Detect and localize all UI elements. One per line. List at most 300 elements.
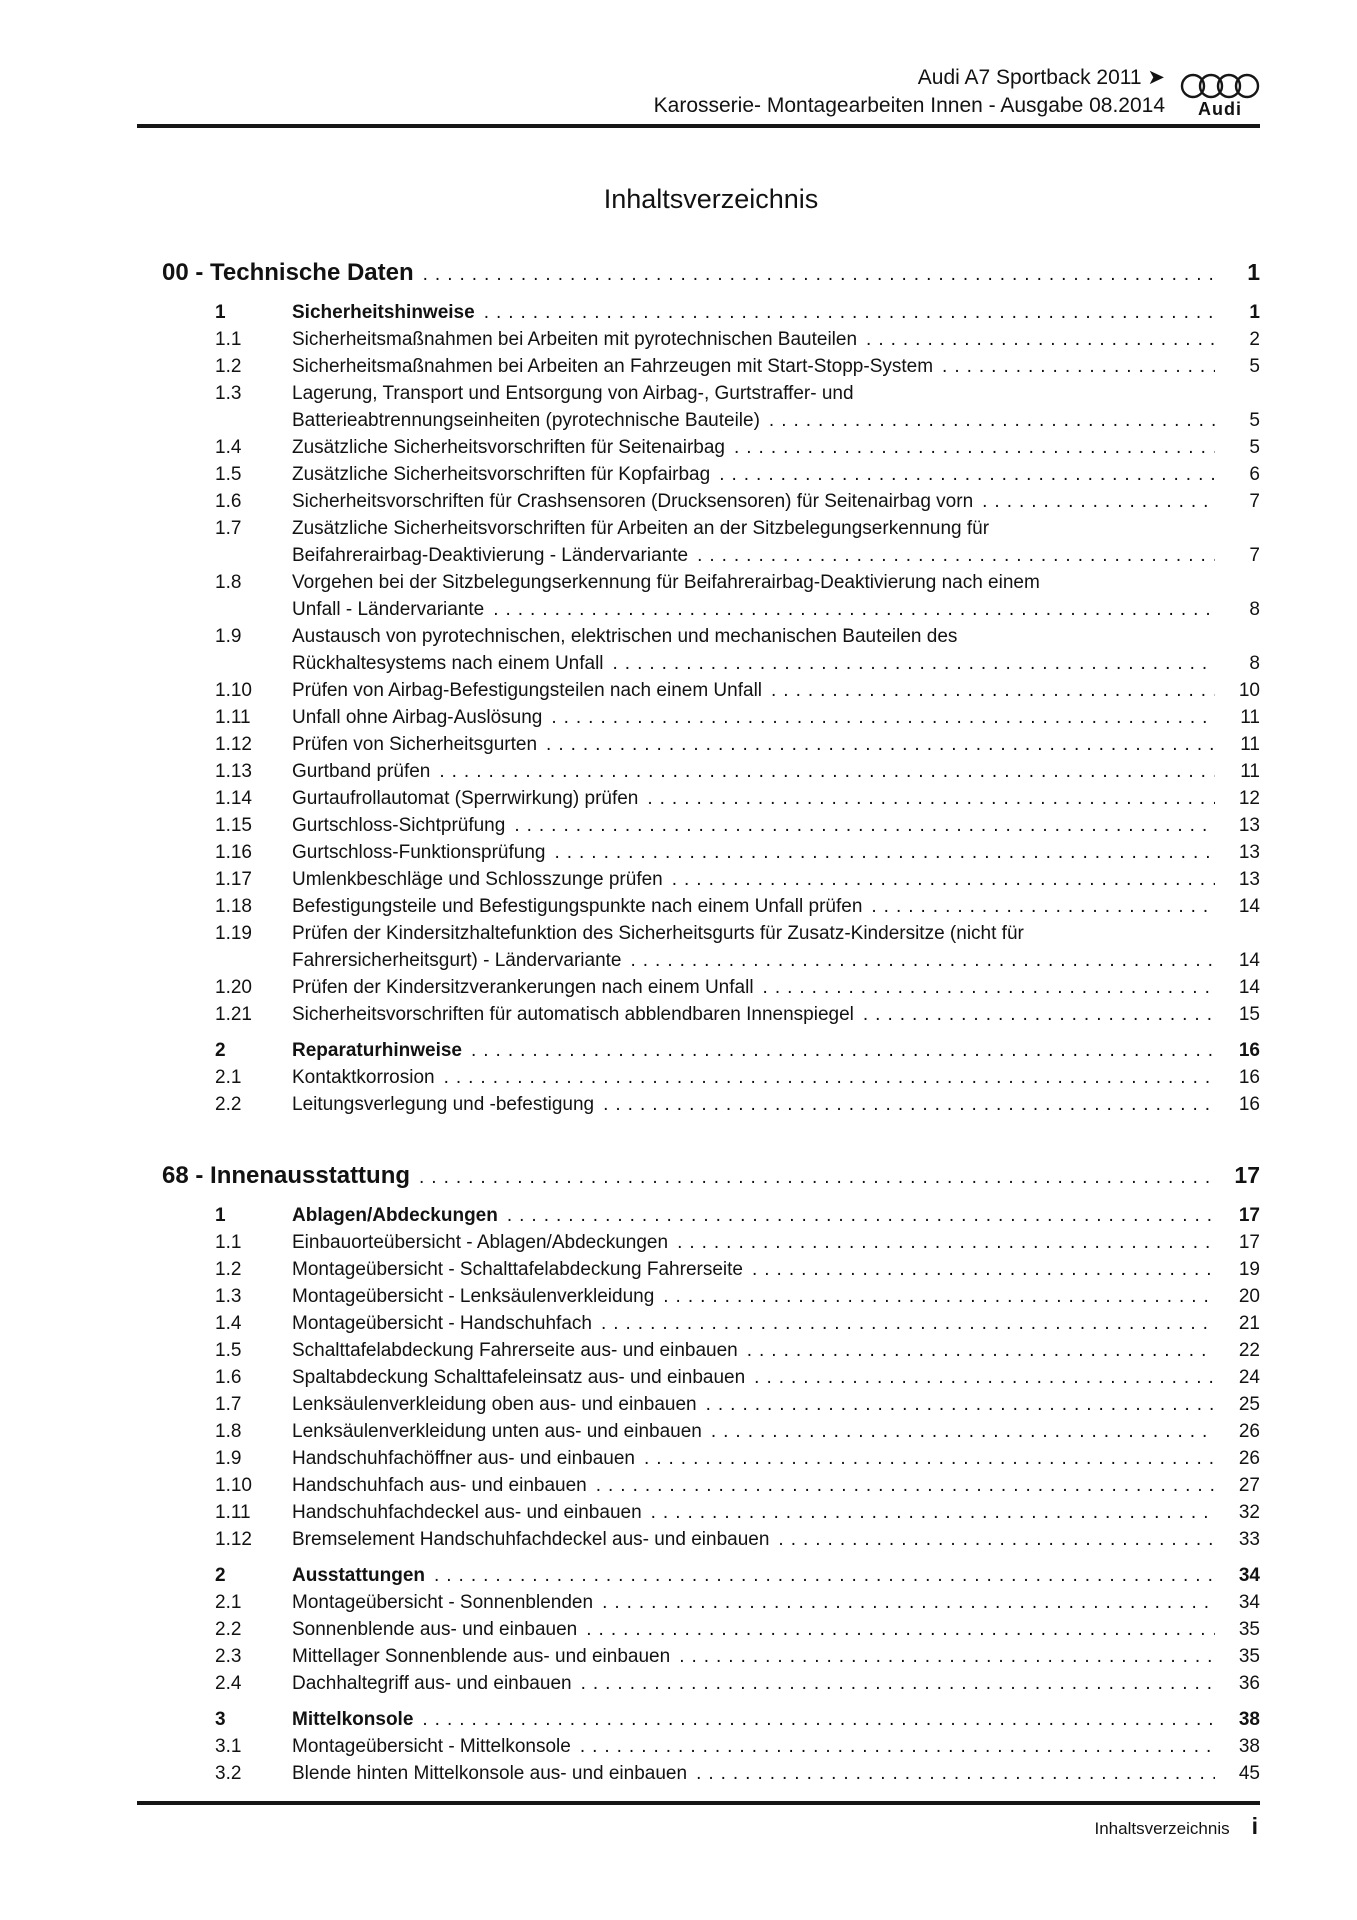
dot-leader — [475, 299, 1215, 326]
toc-entry — [162, 1001, 1260, 1028]
entry-number: 1.11 — [215, 707, 251, 728]
entry-last-line — [292, 434, 1260, 461]
entry-last-line — [292, 839, 1260, 866]
entry-number: 2.3 — [215, 1646, 242, 1667]
entry-body — [292, 1037, 1260, 1064]
footer-rule — [137, 1801, 1260, 1805]
entry-body — [292, 974, 1260, 1001]
dot-leader — [572, 1670, 1215, 1697]
toc-entry — [162, 839, 1260, 866]
entry-title: Dachhaltegriff aus- und einbauen — [292, 1673, 572, 1694]
footer-page-number: i — [1251, 1813, 1258, 1839]
entry-last-line — [292, 1616, 1260, 1643]
entry-page-number: 5 — [1249, 410, 1260, 431]
entry-last-line — [292, 758, 1260, 785]
toc-entry — [162, 812, 1260, 839]
entry-body — [292, 1256, 1260, 1283]
dot-leader — [484, 596, 1215, 623]
dot-leader — [571, 1733, 1215, 1760]
dot-leader — [762, 677, 1215, 704]
entry-page-number: 27 — [1238, 1475, 1260, 1496]
entry-number: 3.1 — [215, 1736, 242, 1757]
dot-leader — [462, 1037, 1215, 1064]
toc-entry — [162, 677, 1260, 704]
entry-title: Zusätzliche Sicherheitsvorschriften für Kopfairbag — [292, 464, 711, 485]
entry-last-line — [292, 650, 1260, 677]
entry-number: 2 — [215, 1565, 226, 1586]
entry-title: Gurtaufrollautomat (Sperrwirkung) prüfen — [292, 788, 639, 809]
toc-entry — [162, 1562, 1260, 1589]
toc-entry — [162, 893, 1260, 920]
entry-number: 1 — [215, 1205, 226, 1226]
entry-page-number: 17 — [1238, 1232, 1260, 1253]
dot-leader — [769, 1526, 1215, 1553]
entry-page-number: 17 — [1238, 1205, 1260, 1226]
page-title: Inhaltsverzeichnis — [603, 184, 819, 214]
toc-entry — [162, 488, 1260, 515]
entry-body — [292, 1091, 1260, 1118]
entry-last-line — [292, 1229, 1260, 1256]
entry-last-line — [292, 1256, 1260, 1283]
entry-title: Sicherheitsmaßnahmen bei Arbeiten mit pyrotechnischen Bauteilen — [292, 329, 858, 350]
toc-entry — [162, 1670, 1260, 1697]
entry-title: Blende hinten Mittelkonsole aus- und einbauen — [292, 1763, 688, 1784]
entry-last-line — [292, 326, 1260, 353]
toc-entry — [162, 1391, 1260, 1418]
chapter-row — [162, 1160, 1260, 1193]
entry-last-line — [292, 785, 1260, 812]
entry-number: 1.18 — [215, 896, 252, 917]
entry-body — [292, 1391, 1260, 1418]
entry-title: Kontaktkorrosion — [292, 1067, 435, 1088]
entry-last-line — [292, 407, 1260, 434]
entry-page-number: 11 — [1240, 707, 1260, 728]
entry-number: 1.9 — [215, 626, 242, 647]
toc-chapter — [162, 1160, 1260, 1787]
audi-logo — [1180, 73, 1260, 120]
dot-leader — [545, 839, 1215, 866]
entry-title: Reparaturhinweise — [292, 1040, 462, 1061]
entry-title: Lenksäulenverkleidung unten aus- und einbauen — [292, 1421, 702, 1442]
toc-entry — [162, 866, 1260, 893]
entry-title-line: Prüfen der Kindersitzhaltefunktion des Sicherheitsgurts für Zusatz-Kindersitze (nicht für — [292, 923, 1024, 944]
entry-last-line — [292, 1499, 1260, 1526]
entry-body — [292, 1337, 1260, 1364]
toc-entry — [162, 380, 1260, 434]
entry-title: Spaltabdeckung Schalttafeleinsatz aus- und einbauen — [292, 1367, 746, 1388]
chapter-title: 68 - Innenausstattung — [162, 1162, 411, 1189]
entry-title: Sicherheitsmaßnahmen bei Arbeiten an Fahrzeugen mit Start-Stopp-System — [292, 356, 934, 377]
entry-body — [292, 434, 1260, 461]
dot-leader — [857, 326, 1215, 353]
header-title-line: Audi A7 Sportback 2011 ➤ — [917, 66, 1165, 89]
entry-title: Unfall - Ländervariante — [292, 599, 485, 620]
entry-page-number: 14 — [1238, 977, 1260, 998]
dot-leader — [754, 974, 1215, 1001]
entry-title: Unfall ohne Airbag-Auslösung — [292, 707, 543, 728]
toc-entry — [162, 1202, 1260, 1229]
toc-entry — [162, 623, 1260, 677]
entry-body — [292, 1526, 1260, 1553]
entry-last-line — [292, 1760, 1260, 1787]
entry-page-number: 26 — [1238, 1421, 1260, 1442]
entry-title-line: Austausch von pyrotechnischen, elektrischen und mechanischen Bauteilen des — [292, 626, 958, 647]
toc-entry — [162, 1037, 1260, 1064]
entry-page-number: 6 — [1249, 464, 1260, 485]
entry-page-number: 34 — [1238, 1592, 1260, 1613]
entry-number: 3.2 — [215, 1763, 242, 1784]
table-of-contents — [162, 257, 1260, 1787]
dot-leader — [654, 1283, 1215, 1310]
entry-body — [292, 1445, 1260, 1472]
toc-entry — [162, 1526, 1260, 1553]
entry-last-line — [292, 1733, 1260, 1760]
entry-title: Handschuhfachöffner aus- und einbauen — [292, 1448, 635, 1469]
toc-entry — [162, 1418, 1260, 1445]
toc-entry — [162, 1091, 1260, 1118]
toc-entry — [162, 731, 1260, 758]
dot-leader — [435, 1064, 1215, 1091]
entry-body — [292, 1760, 1260, 1787]
entry-title: Beifahrerairbag-Deaktivierung - Ländervariante — [292, 545, 689, 566]
toc-entry — [162, 704, 1260, 731]
entry-last-line — [292, 542, 1260, 569]
toc-chapter — [162, 257, 1260, 1118]
dot-leader — [745, 1364, 1215, 1391]
entry-number: 1.4 — [215, 437, 242, 458]
entry-number: 1.20 — [215, 977, 252, 998]
entry-body — [292, 1064, 1260, 1091]
entry-title: Zusätzliche Sicherheitsvorschriften für Seitenairbag — [292, 437, 725, 458]
entry-number: 1.3 — [215, 383, 242, 404]
entry-page-number: 19 — [1238, 1259, 1260, 1280]
entry-title: Bremselement Handschuhfachdeckel aus- und einbauen — [292, 1529, 770, 1550]
dot-leader — [413, 1706, 1215, 1733]
dot-leader — [760, 407, 1215, 434]
entry-last-line — [292, 1337, 1260, 1364]
entry-page-number: 10 — [1238, 680, 1260, 701]
entry-page-number: 12 — [1238, 788, 1260, 809]
toc-entry — [162, 974, 1260, 1001]
dot-leader — [670, 1643, 1215, 1670]
toc-entry — [162, 758, 1260, 785]
entry-last-line — [292, 299, 1260, 326]
dot-leader — [635, 1445, 1215, 1472]
entry-title: Gurtschloss-Sichtprüfung — [292, 815, 506, 836]
entry-page-number: 21 — [1238, 1313, 1260, 1334]
entry-number: 1.8 — [215, 1421, 242, 1442]
entry-title: Montageübersicht - Mittelkonsole — [292, 1736, 571, 1757]
dot-leader — [687, 1760, 1215, 1787]
entry-last-line — [292, 812, 1260, 839]
entry-body — [292, 1472, 1260, 1499]
entry-body — [292, 866, 1260, 893]
toc-entry — [162, 1760, 1260, 1787]
toc-entry — [162, 1064, 1260, 1091]
entry-body — [292, 1418, 1260, 1445]
entry-page-number: 32 — [1238, 1502, 1260, 1523]
entry-number: 1.1 — [215, 329, 242, 350]
toc-entry — [162, 1445, 1260, 1472]
header-subtitle-line: Karosserie- Montagearbeiten Innen - Ausgabe 08.2014 — [653, 94, 1165, 117]
toc-entry — [162, 434, 1260, 461]
entry-last-line — [292, 731, 1260, 758]
entry-number: 1.9 — [215, 1448, 242, 1469]
dot-leader — [414, 259, 1213, 290]
entry-body — [292, 1364, 1260, 1391]
dot-leader — [410, 1162, 1213, 1193]
toc-entry — [162, 785, 1260, 812]
toc-entry — [162, 1229, 1260, 1256]
entry-body — [292, 1616, 1260, 1643]
entry-page-number: 25 — [1238, 1394, 1260, 1415]
entry-body — [292, 1706, 1260, 1733]
entry-page-number: 14 — [1238, 950, 1260, 971]
dot-leader — [710, 461, 1215, 488]
entry-page-number: 2 — [1249, 329, 1260, 350]
chapter-page-number: 17 — [1234, 1162, 1260, 1188]
entry-last-line — [292, 1706, 1260, 1733]
entry-body — [292, 893, 1260, 920]
entry-body — [292, 1202, 1260, 1229]
entry-page-number: 13 — [1238, 842, 1260, 863]
entry-body — [292, 1733, 1260, 1760]
entry-page-number: 7 — [1249, 545, 1260, 566]
entry-page-number: 11 — [1240, 761, 1260, 782]
entry-last-line — [292, 704, 1260, 731]
entry-title-line: Zusätzliche Sicherheitsvorschriften für Arbeiten an der Sitzbelegungserkennung für — [292, 518, 990, 539]
entry-page-number: 26 — [1238, 1448, 1260, 1469]
toc-entry — [162, 1589, 1260, 1616]
entry-page-number: 15 — [1238, 1004, 1260, 1025]
entry-body — [292, 299, 1260, 326]
toc-entry — [162, 326, 1260, 353]
entry-last-line — [292, 1091, 1260, 1118]
entry-number: 1.1 — [215, 1232, 242, 1253]
entry-body — [292, 1283, 1260, 1310]
entry-page-number: 8 — [1249, 599, 1260, 620]
toc-entry — [162, 1733, 1260, 1760]
page-footer — [1094, 1815, 1258, 1839]
entry-page-number: 13 — [1238, 815, 1260, 836]
entry-number: 1.12 — [215, 734, 252, 755]
dot-leader — [505, 812, 1215, 839]
entry-body — [292, 1499, 1260, 1526]
chapter-entries — [162, 1202, 1260, 1787]
entry-last-line — [292, 1064, 1260, 1091]
entry-page-number: 13 — [1238, 869, 1260, 890]
entry-title: Sonnenblende aus- und einbauen — [292, 1619, 578, 1640]
entry-page-number: 14 — [1238, 896, 1260, 917]
entry-last-line — [292, 1589, 1260, 1616]
entry-number: 1.15 — [215, 815, 252, 836]
dot-leader — [537, 731, 1215, 758]
entry-title: Handschuhfachdeckel aus- und einbauen — [292, 1502, 642, 1523]
entry-number: 1.11 — [215, 1502, 251, 1523]
entry-title: Montageübersicht - Handschuhfach — [292, 1313, 592, 1334]
entry-number: 1.6 — [215, 491, 242, 512]
page-header — [0, 0, 1357, 120]
entry-number: 2.2 — [215, 1094, 242, 1115]
entry-number: 1 — [215, 302, 226, 323]
audi-wordmark: Audi — [1198, 99, 1242, 119]
entry-page-number: 45 — [1238, 1763, 1260, 1784]
entry-title: Lenksäulenverkleidung oben aus- und einbauen — [292, 1394, 697, 1415]
entry-last-line — [292, 974, 1260, 1001]
entry-title: Schalttafelabdeckung Fahrerseite aus- und einbauen — [292, 1340, 738, 1361]
entry-title: Montageübersicht - Sonnenblenden — [292, 1592, 594, 1613]
entry-body — [292, 1310, 1260, 1337]
entry-last-line — [292, 461, 1260, 488]
dot-leader — [862, 893, 1215, 920]
entry-number: 1.17 — [215, 869, 252, 890]
entry-number: 1.10 — [215, 680, 252, 701]
entry-body — [292, 569, 1260, 623]
entry-body — [292, 758, 1260, 785]
header-rule — [137, 124, 1260, 128]
entry-body — [292, 1562, 1260, 1589]
dot-leader — [587, 1472, 1215, 1499]
header-text — [654, 64, 1165, 120]
entry-last-line — [292, 893, 1260, 920]
entry-number: 1.3 — [215, 1286, 242, 1307]
entry-page-number: 24 — [1238, 1367, 1260, 1388]
entry-page-number: 22 — [1238, 1340, 1260, 1361]
entry-body — [292, 380, 1260, 434]
entry-last-line — [292, 1202, 1260, 1229]
entry-title: Montageübersicht - Lenksäulenverkleidung — [292, 1286, 655, 1307]
dot-leader — [622, 947, 1216, 974]
entry-title: Fahrersicherheitsgurt) - Ländervariante — [292, 950, 622, 971]
toc-entry — [162, 1616, 1260, 1643]
entry-page-number: 7 — [1249, 491, 1260, 512]
dot-leader — [498, 1202, 1215, 1229]
dot-leader — [688, 542, 1215, 569]
entry-body — [292, 704, 1260, 731]
toc-entry — [162, 1283, 1260, 1310]
entry-body — [292, 1229, 1260, 1256]
entry-last-line — [292, 488, 1260, 515]
entry-page-number: 16 — [1238, 1094, 1260, 1115]
entry-body — [292, 515, 1260, 569]
entry-title: Batterieabtrennungseinheiten (pyrotechnische Bauteile) — [292, 410, 760, 431]
entry-body — [292, 1643, 1260, 1670]
toc-entry — [162, 569, 1260, 623]
entry-body — [292, 461, 1260, 488]
dot-leader — [592, 1310, 1215, 1337]
entry-last-line — [292, 1445, 1260, 1472]
entry-title: Rückhaltesystems nach einem Unfall — [292, 653, 604, 674]
entry-last-line — [292, 1364, 1260, 1391]
entry-body — [292, 326, 1260, 353]
entry-number: 3 — [215, 1709, 226, 1730]
entry-body — [292, 677, 1260, 704]
entry-title: Mittellager Sonnenblende aus- und einbauen — [292, 1646, 671, 1667]
entry-title: Ablagen/Abdeckungen — [292, 1205, 498, 1226]
entry-body — [292, 488, 1260, 515]
entry-page-number: 20 — [1238, 1286, 1260, 1307]
entry-title: Gurtband prüfen — [292, 761, 431, 782]
entry-page-number: 1 — [1249, 302, 1260, 323]
entry-number: 1.10 — [215, 1475, 252, 1496]
dot-leader — [854, 1001, 1215, 1028]
toc-entry — [162, 1499, 1260, 1526]
entry-number: 1.16 — [215, 842, 252, 863]
dot-leader — [725, 434, 1215, 461]
entry-last-line — [292, 1310, 1260, 1337]
entry-number: 1.5 — [215, 464, 242, 485]
entry-last-line — [292, 1562, 1260, 1589]
toc-entry — [162, 1256, 1260, 1283]
chapter-title: 00 - Technische Daten — [162, 259, 414, 286]
toc-entry — [162, 1706, 1260, 1733]
dot-leader — [638, 785, 1215, 812]
dot-leader — [604, 650, 1215, 677]
toc-entry — [162, 515, 1260, 569]
entry-title: Umlenkbeschläge und Schlosszunge prüfen — [292, 869, 663, 890]
dot-leader — [933, 353, 1215, 380]
entry-number: 1.7 — [215, 1394, 242, 1415]
entry-body — [292, 353, 1260, 380]
toc-entry — [162, 1643, 1260, 1670]
entry-last-line — [292, 677, 1260, 704]
entry-number: 1.8 — [215, 572, 242, 593]
entry-title: Prüfen von Sicherheitsgurten — [292, 734, 538, 755]
entry-title: Sicherheitsvorschriften für automatisch abblendbaren Innenspiegel — [292, 1004, 854, 1025]
entry-last-line — [292, 1001, 1260, 1028]
entry-page-number: 38 — [1238, 1709, 1260, 1730]
entry-title: Mittelkonsole — [292, 1709, 414, 1730]
entry-title: Prüfen der Kindersitzverankerungen nach einem Unfall — [292, 977, 754, 998]
entry-title: Befestigungsteile und Befestigungspunkte nach einem Unfall prüfen — [292, 896, 863, 917]
toc-entry — [162, 1364, 1260, 1391]
entry-number: 1.2 — [215, 1259, 242, 1280]
entry-number: 2.1 — [215, 1592, 242, 1613]
toc-entry — [162, 1337, 1260, 1364]
dot-leader — [593, 1589, 1215, 1616]
entry-body — [292, 1589, 1260, 1616]
dot-leader — [702, 1418, 1215, 1445]
entry-last-line — [292, 1283, 1260, 1310]
entry-body — [292, 812, 1260, 839]
entry-last-line — [292, 353, 1260, 380]
entry-number: 2.2 — [215, 1619, 242, 1640]
dot-leader — [743, 1256, 1215, 1283]
chapter-row — [162, 257, 1260, 290]
entry-number: 1.13 — [215, 761, 252, 782]
entry-number: 2 — [215, 1040, 226, 1061]
entry-number: 2.4 — [215, 1673, 242, 1694]
entry-page-number: 34 — [1238, 1565, 1260, 1586]
entry-last-line — [292, 596, 1260, 623]
entry-page-number: 16 — [1238, 1040, 1260, 1061]
entry-title-line: Lagerung, Transport und Entsorgung von Airbag-, Gurtstraffer- und — [292, 383, 854, 404]
entry-title: Prüfen von Airbag-Befestigungsteilen nach einem Unfall — [292, 680, 763, 701]
entry-page-number: 35 — [1238, 1619, 1260, 1640]
entry-title: Handschuhfach aus- und einbauen — [292, 1475, 587, 1496]
toc-entry — [162, 1472, 1260, 1499]
entry-number: 1.19 — [215, 923, 252, 944]
entry-number: 1.2 — [215, 356, 242, 377]
entry-number: 2.1 — [215, 1067, 242, 1088]
entry-last-line — [292, 947, 1260, 974]
chapter-page-number: 1 — [1247, 259, 1260, 285]
entry-last-line — [292, 1526, 1260, 1553]
entry-number: 1.12 — [215, 1529, 252, 1550]
dot-leader — [668, 1229, 1215, 1256]
entry-last-line — [292, 1037, 1260, 1064]
entry-title: Sicherheitshinweise — [292, 302, 475, 323]
